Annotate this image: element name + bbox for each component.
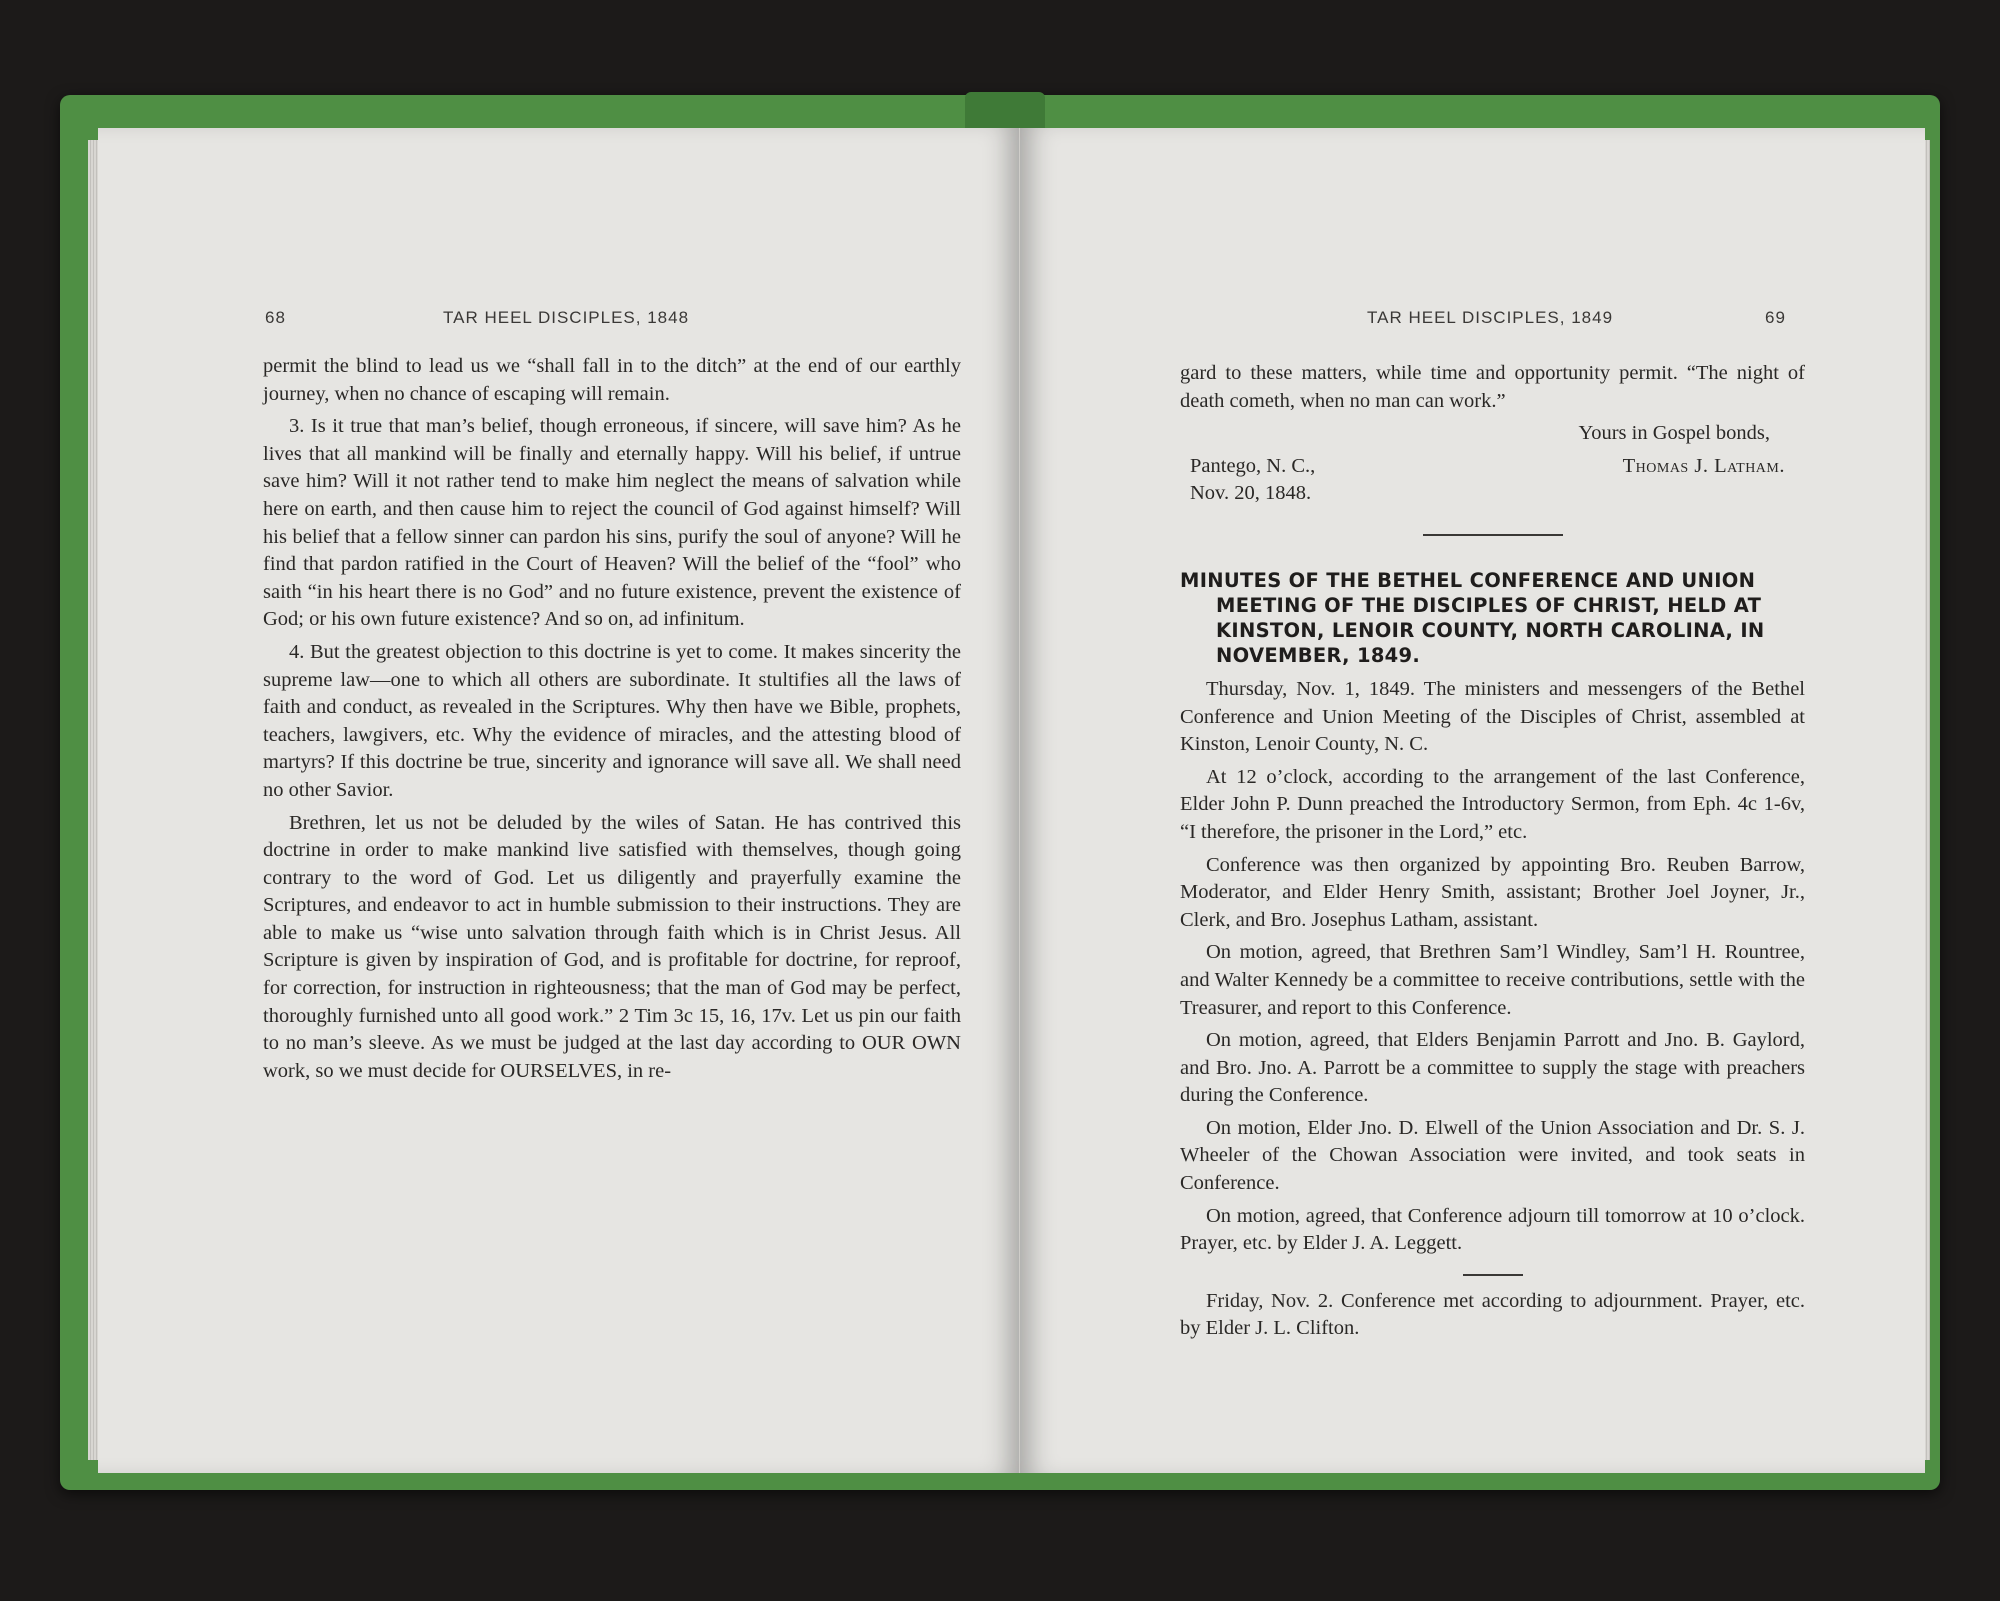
letter-signer: Thomas J. Latham.	[1622, 454, 1785, 477]
left-running-head: TAR HEEL DISCIPLES, 1848	[443, 308, 690, 327]
paragraph: 3. Is it true that man’s belief, though erroneous, if sincere, will save him? As he lives that all mankind will be finally and eternally happy. Will his belief, if untrue save him? Will it not rather tend to make him neglect the means of salvation while here on earth, and then cause him to reject the council of God against himself? Will his belief that a fellow sinner can pardon his sins, purify the soul of anyone? Will he find that pardon ratified in the Court of Heaven? Will the belief of the “fool” who saith “in his heart there is no God” and no future existence, prevent the existence of God; or his own future existence? And so on, ad infinitum.	[263, 415, 961, 631]
minutes-heading: MINUTES OF THE BETHEL CONFERENCE AND UNION MEETING OF THE DISCIPLES OF CHRIST, HELD AT KINSTON, LENOIR COUNTY, NORTH CAROLINA, IN NOVEMBER, 1849.	[1180, 568, 1765, 667]
minutes-paragraph: On motion, Elder Jno. D. Elwell of the Union Association and Dr. S. J. Wheeler of the Chowan Association were invited, and took seats in Conference.	[1180, 1116, 1805, 1195]
letter-date: Nov. 20, 1848.	[1190, 482, 1312, 505]
right-running-head: TAR HEEL DISCIPLES, 1849	[1367, 308, 1614, 327]
paragraph: permit the blind to lead us we “shall fall in to the ditch” at the end of our earthly journey, when no chance of escaping will remain.	[263, 355, 961, 405]
left-page	[98, 128, 1020, 1473]
minutes-paragraph: Thursday, Nov. 1, 1849. The ministers and messengers of the Bethel Conference and Union Meeting of the Disciples of Christ, assembled at Kinston, Lenoir County, N. C.	[1180, 677, 1805, 756]
letter-place: Pantego, N. C.,	[1190, 454, 1316, 477]
minutes-paragraph: Conference was then organized by appointing Bro. Reuben Barrow, Moderator, and Elder Henry Smith, assistant; Brother Joel Joyner, Jr., Clerk, and Bro. Josephus Latham, assistant.	[1180, 853, 1805, 931]
section-divider	[1423, 534, 1563, 536]
right-page-number: 69	[1765, 308, 1786, 327]
friday-paragraph: Friday, Nov. 2. Conference met according to adjournment. Prayer, etc. by Elder J. L. Clifton.	[1180, 1289, 1805, 1340]
minutes-paragraph: On motion, agreed, that Elders Benjamin Parrott and Jno. B. Gaylord, and Bro. Jno. A. Parrott be a committee to supply the stage with preachers during the Conference.	[1180, 1029, 1805, 1107]
left-page-number: 68	[265, 308, 286, 327]
left-page-text	[263, 353, 961, 1090]
paragraph: 4. But the greatest objection to this doctrine is yet to come. It makes sincerity the supreme law—one to which all others are subordinate. It stultifies all the laws of faith and conduct, as revealed in the Scriptures. Why then have we Bible, prophets, teachers, lawgivers, etc. Why the evidence of miracles, and the attesting blood of martyrs? If this doctrine be true, sincerity and ignorance will save all. We shall need no other Savior.	[263, 640, 961, 801]
minutes-paragraph: On motion, agreed, that Brethren Sam’l Windley, Sam’l H. Rountree, and Walter Kennedy be a committee to receive contributions, settle with the Treasurer, and report to this Conference.	[1180, 941, 1805, 1019]
paragraph: Brethren, let us not be deluded by the wiles of Satan. He has contrived this doctrine in order to make mankind live satisfied with themselves, though going contrary to the word of God. Let us diligently and prayerfully examine the Scriptures, and endeavor to act in humble submission to their instructions. They are able to make us “wise unto salvation through faith which is in Christ Jesus. All Scripture is given by inspiration of God, and is profitable for doctrine, for reproof, for correction, for instruction in righteousness; that the man of God may be perfect, thoroughly furnished unto all good work.” 2 Tim 3c 15, 16, 17v. Let us pin our faith to no man’s sleeve. As we must be judged at the last day according to OUR OWN work, so we must decide for OURSELVES, in re-	[263, 811, 961, 1082]
minutes-paragraph: At 12 o’clock, according to the arrangement of the last Conference, Elder John P. Dunn preached the Introductory Sermon, from Eph. 4c 1-6v, “I therefore, the prisoner in the Lord,” etc.	[1180, 765, 1805, 843]
right-page	[1020, 128, 1925, 1473]
day-divider	[1463, 1274, 1523, 1276]
right-page-text	[1180, 360, 1805, 1348]
signature-line	[1180, 453, 1805, 481]
letter-closing: Yours in Gospel bonds,	[1578, 422, 1770, 445]
minutes-paragraph: On motion, agreed, that Conference adjourn till tomorrow at 10 o’clock. Prayer, etc. by Elder J. A. Leggett.	[1180, 1204, 1805, 1255]
letter-opening: gard to these matters, while time and opportunity permit. “The night of death cometh, when no man can work.”	[1180, 362, 1805, 412]
